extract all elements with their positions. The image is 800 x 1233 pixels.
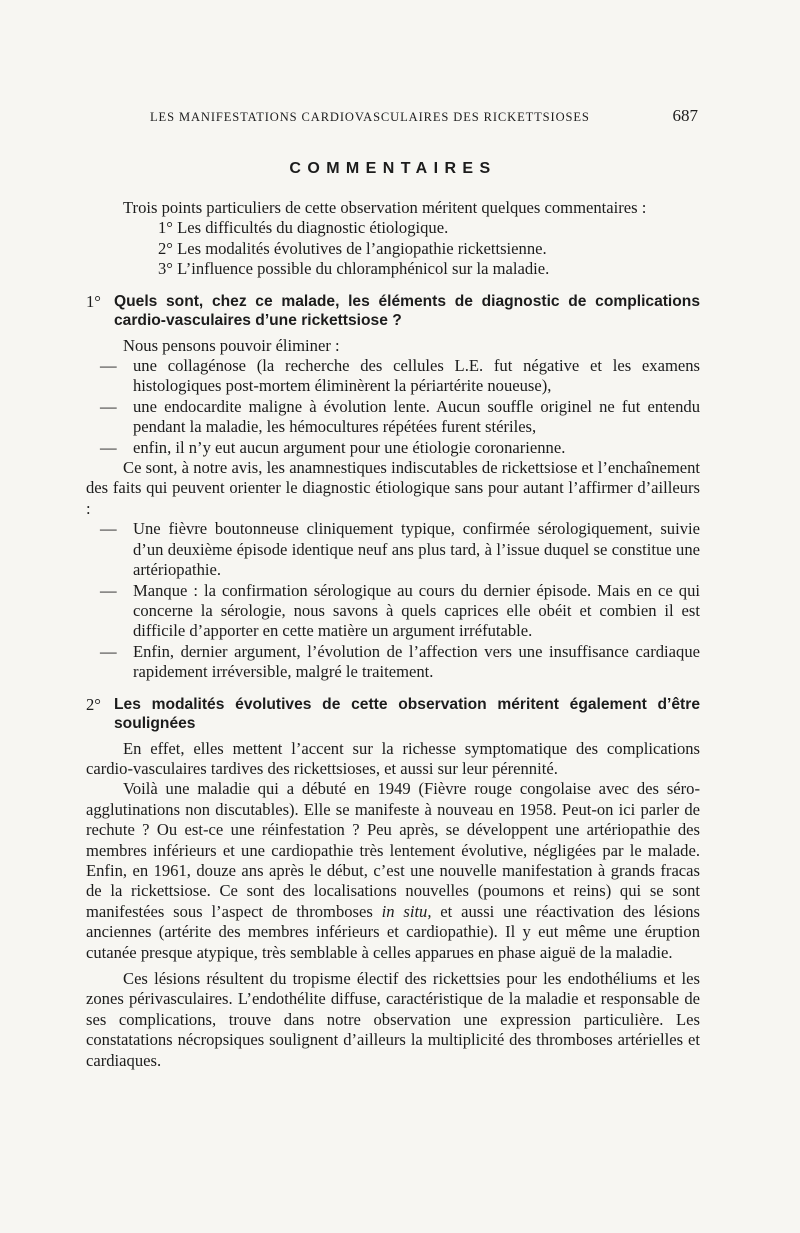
section-title: COMMENTAIRES (289, 160, 497, 177)
heading-number: 2° (86, 694, 101, 714)
voila-emphasis: in situ, (381, 901, 432, 921)
dash-mark: — (100, 356, 117, 376)
list-item-text: Manque : la confirmation sérologique au cours du dernier épisode. Mais en ce qui concerne la sérologie, nous savons à quels caprices elle obéit et combien il est difficile d’apporter en cette matière un argument irréfutable. (133, 580, 700, 641)
list-item (86, 642, 700, 683)
list-item: 1° Les difficultés du diagnostic étiologique. (158, 218, 449, 238)
dash-mark: — (100, 519, 117, 539)
list-item (86, 438, 700, 458)
anamnestic-paragraph: Ce sont, à notre avis, les anamnestiques indiscutables de rickettsiose et l’enchaînement des faits qui peuvent orienter le diagnostic étiologique sans pour autant l’affirmer d’ailleurs : (86, 458, 700, 518)
running-title: LES MANIFESTATIONS CARDIOVASCULAIRES DES RICKETTSIOSES (150, 110, 590, 124)
list-item: 2° Les modalités évolutives de l’angiopathie rickettsienne. (158, 238, 547, 258)
list-item (86, 581, 700, 642)
voila-text-2: et aussi une réactivation des lésions anciennes (artérite des membres inférieurs et cardiopathie). Il y eut même une éruption cutanée presque atypique, très semblable à celles apparues en phase aiguë de la maladie. (86, 901, 700, 962)
list-item-text: une collagénose (la recherche des cellules L.E. fut négative et les examens histologiques post-mortem éliminèrent la périartérite noueuse), (133, 356, 700, 396)
effet-paragraph: En effet, elles mettent l’accent sur la richesse symptomatique des complications cardio-vasculaires tardives des rickettsioses, et aussi sur leur pérennité. (86, 738, 700, 778)
voila-text-1: Voilà une maladie qui a débuté en 1949 (Fièvre rouge congolaise avec des séro-agglutinations non discutables). Elle se manifeste à nouveau en 1958. Peut-on ici parler de rechute ? Ou est-ce une réinfestation ? Peu après, se développent une artériopathie des membres inférieurs et une cardiopathie très lentement évolutive, négligées par le malade. Enfin, en 1961, douze ans après le début, c’est une nouvelle manifestation à grands fracas de la rickettsiose. Ce sont des localisations nouvelles (poumons et reins) qui se sont manifestées sous l’aspect de thromboses (86, 779, 700, 921)
list-item-text: une endocardite maligne à évolution lente. Aucun souffle originel ne fut entendu pendant la maladie, les hémocultures répétées furent stériles, (133, 396, 700, 437)
list-item-text: Une fièvre boutonneuse cliniquement typique, confirmée sérologiquement, suivie d’un deuxième épisode identique neuf ans plus tard, à l’issue duquel se constitue une artériopathie. (133, 519, 700, 580)
dash-mark: — (100, 396, 117, 416)
intro-paragraph: Trois points particuliers de cette observation méritent quelques commentaires : (123, 198, 647, 217)
running-header (86, 106, 700, 126)
heading-number: 1° (86, 291, 101, 311)
heading-2 (86, 695, 700, 733)
dash-mark: — (100, 580, 117, 600)
body-text (86, 198, 700, 1071)
list-item-text: enfin, il n’y eut aucun argument pour une étiologie coronarienne. (133, 437, 566, 457)
list-item (86, 397, 700, 438)
page-number: 687 (672, 106, 698, 125)
points-list (86, 218, 700, 279)
list-item (86, 356, 700, 397)
list-item: 3° L’influence possible du chloramphénicol sur la maladie. (158, 259, 550, 279)
eliminate-intro: Nous pensons pouvoir éliminer : (123, 335, 340, 355)
voila-paragraph (86, 779, 700, 963)
heading-1 (86, 292, 700, 330)
list-item (86, 519, 700, 580)
lesions-paragraph: Ces lésions résultent du tropisme électif des rickettsies pour les endothéliums et les zones périvasculaires. L’endothélite diffuse, caractéristique de la maladie et responsable de ses complications, trouve dans notre observation une expression particulière. Les constatations nécropsiques soulignent d’ailleurs la multiplicité des thromboses artérielles et cardiaques. (86, 969, 700, 1070)
dash-mark: — (100, 437, 117, 457)
heading-text: Les modalités évolutives de cette observation méritent également d’être soulignées (114, 695, 700, 732)
heading-text: Quels sont, chez ce malade, les éléments de diagnostic de complications cardio-vasculaires d’une rickettsiose ? (114, 292, 700, 329)
dash-mark: — (100, 641, 117, 661)
list-item-text: Enfin, dernier argument, l’évolution de l’affection vers une insuffisance cardiaque rapidement irréversible, malgré le traitement. (133, 641, 700, 682)
